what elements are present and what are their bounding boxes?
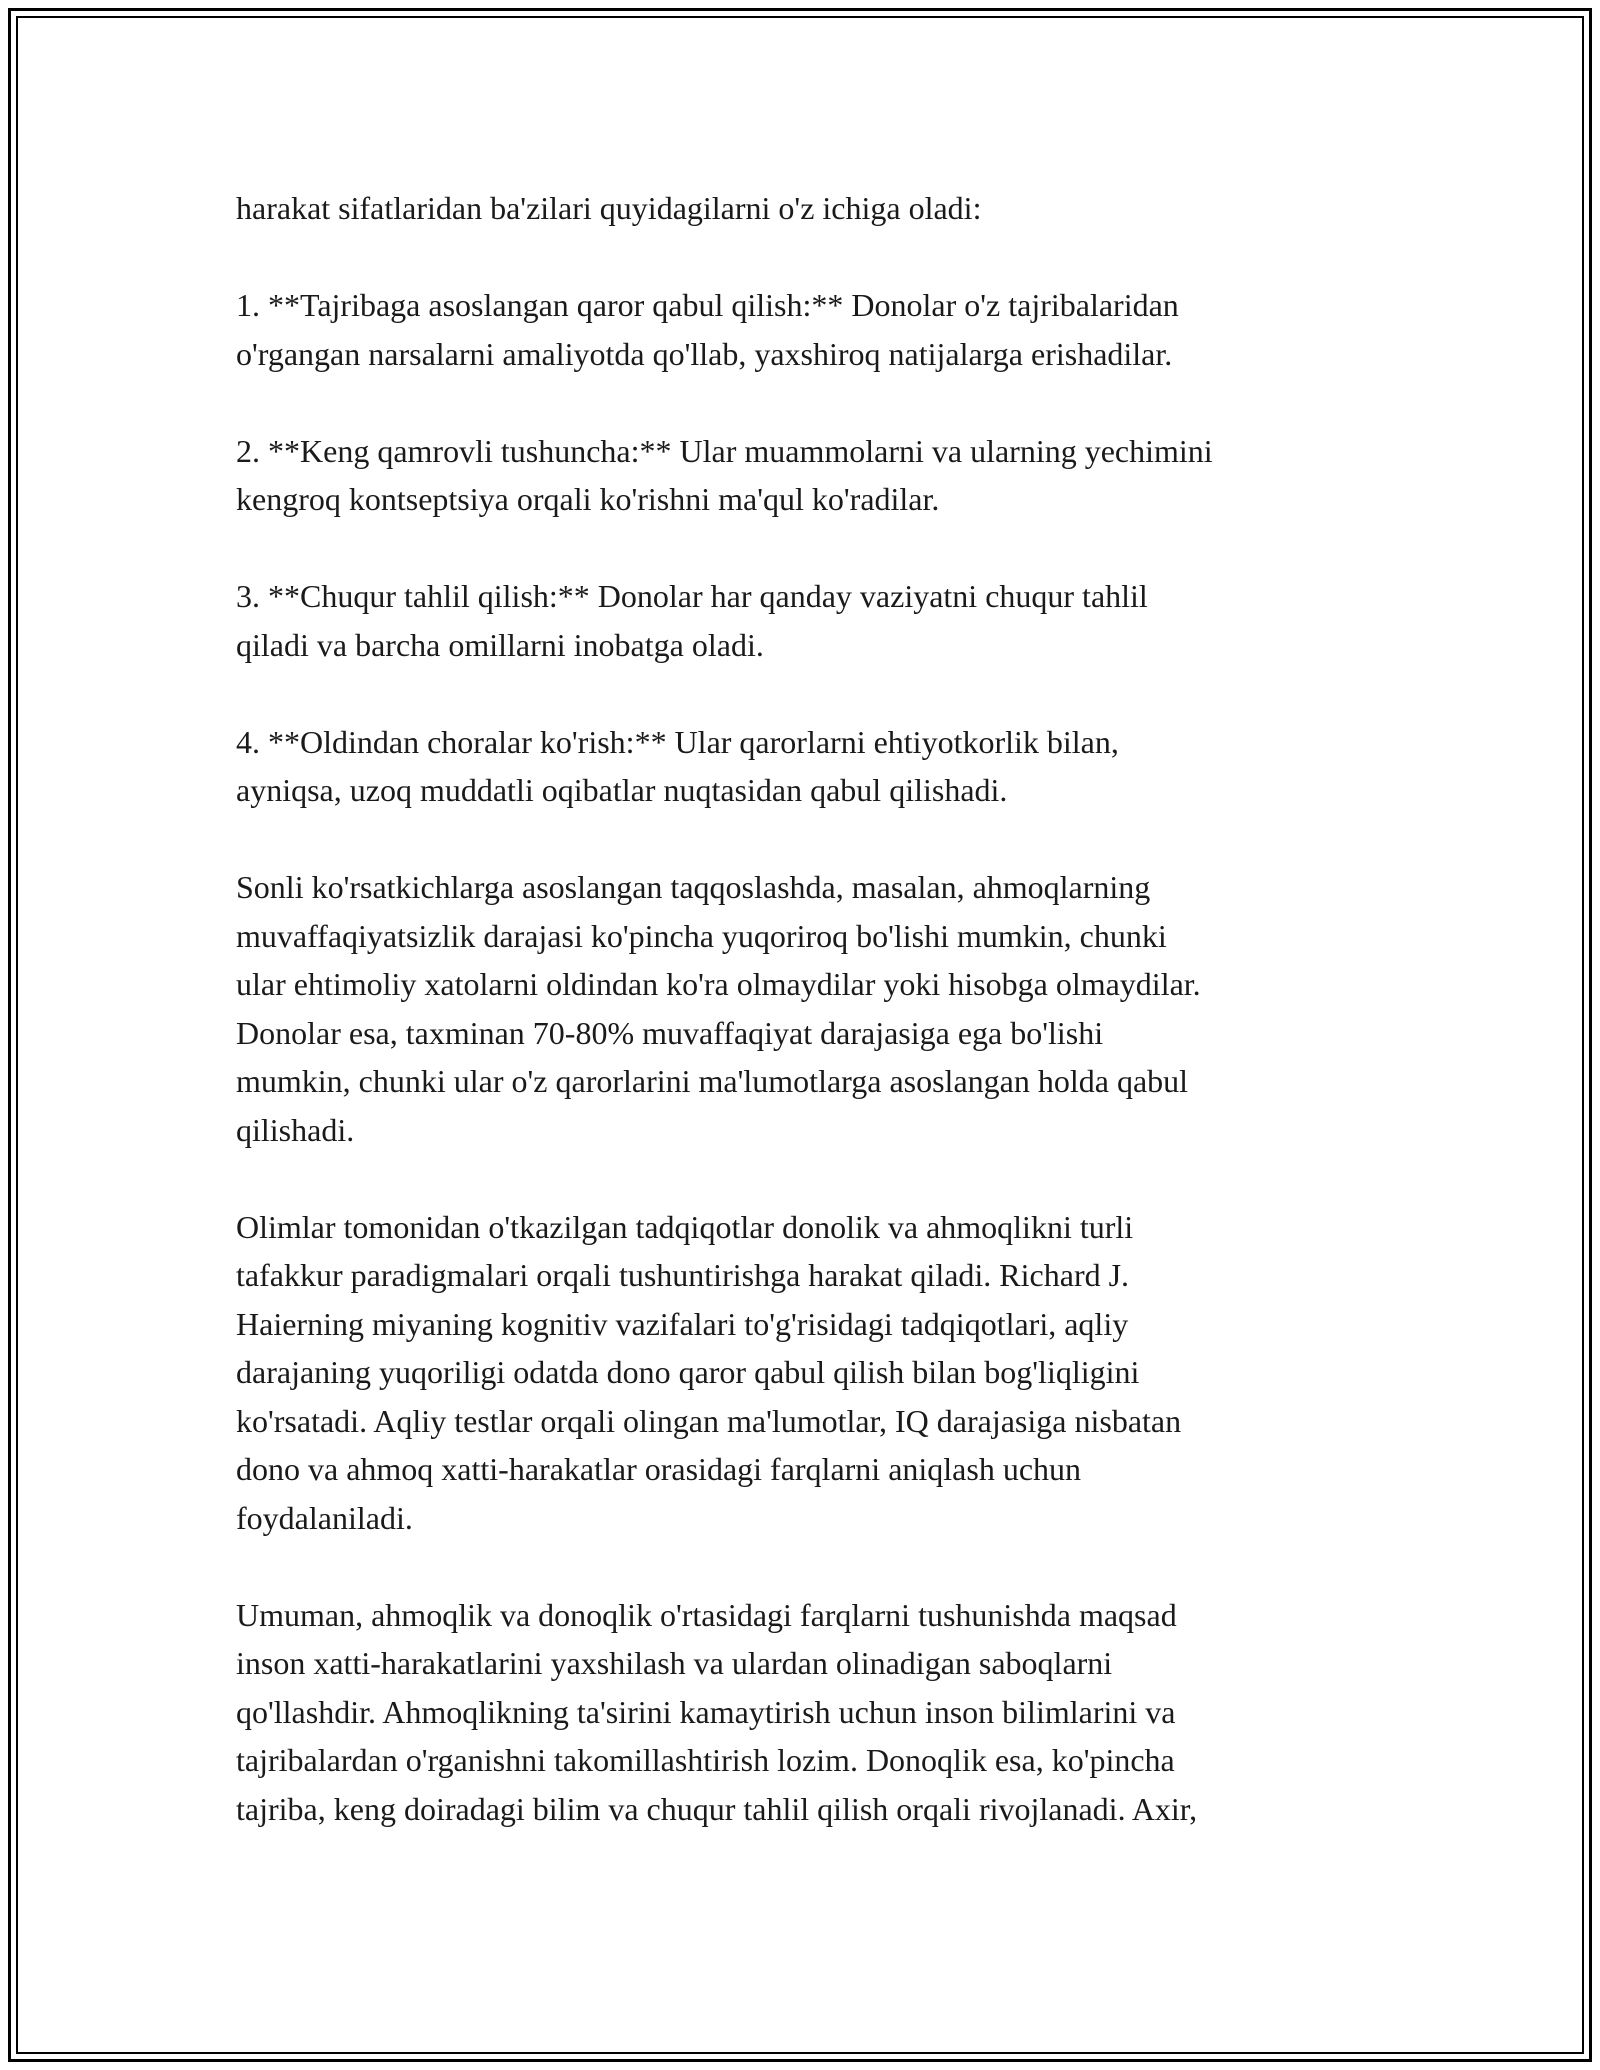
paragraph-intro: harakat sifatlaridan ba'zilari quyidagilarni o'z ichiga oladi:	[236, 190, 982, 226]
paragraph-research: Olimlar tomonidan o'tkazilgan tadqiqotlar donolik va ahmoqlikni turli tafakkur paradigmalari orqali tushuntirishga harakat qiladi. Richard J. Haierning miyaning kognitiv vazifalari to'g'risidagi tadqiqotlari, aqliy darajaning yuqoriligi odatda dono qaror qabul qilish bilan bog'liqligini ko'rsatadi. Aqliy testlar orqali olingan ma'lumotlar, IQ darajasiga nisbatan dono va ahmoq xatti-harakatlar orasidagi farqlarni aniqlash uchun foydalaniladi.	[236, 1208, 1182, 1536]
paragraph-comparison: Sonli ko'rsatkichlarga asoslangan taqqoslashda, masalan, ahmoqlarning muvaffaqiyatsizlik darajasi ko'pincha yuqoriroq bo'lishi mumkin, chunki ular ehtimoliy xatolarni oldindan ko'ra olmaydilar yoki hisobga olmaydilar. Donolar esa, taxminan 70-80% muvaffaqiyat darajasiga ega bo'lishi mumkin, chunki ular o'z qarorlarini ma'lumotlarga asoslangan holda qabul qilishadi.	[236, 869, 1201, 1148]
list-item-1: 1. **Tajribaga asoslangan qaror qabul qilish:** Donolar o'z tajribalaridan o'rgangan narsalarni amaliyotda qo'llab, yaxshiroq natijalarga erishadilar.	[236, 287, 1179, 372]
document-body	[236, 184, 1396, 1882]
list-item-2: 2. **Keng qamrovli tushuncha:** Ular muammolarni va ularning yechimini kengroq kontseptsiya orqali ko'rishni ma'qul ko'radilar.	[236, 432, 1213, 517]
list-item-4: 4. **Oldindan choralar ko'rish:** Ular qarorlarni ehtiyotkorlik bilan, ayniqsa, uzoq muddatli oqibatlar nuqtasidan qabul qilishadi.	[236, 723, 1119, 808]
paragraph-summary: Umuman, ahmoqlik va donoqlik o'rtasidagi farqlarni tushunishda maqsad inson xatti-harakatlarini yaxshilash va ulardan olinadigan saboqlarni qo'llashdir. Ahmoqlikning ta'sirini kamaytirish uchun inson bilimlarini va tajribalardan o'rganishni takomillashtirish lozim. Donoqlik esa, ko'pincha tajriba, keng doiradagi bilim va chuqur tahlil qilish orqali rivojlanadi. Axir,	[236, 1596, 1198, 1827]
list-item-3: 3. **Chuqur tahlil qilish:** Donolar har qanday vaziyatni chuqur tahlil qiladi va barcha omillarni inobatga oladi.	[236, 578, 1148, 663]
